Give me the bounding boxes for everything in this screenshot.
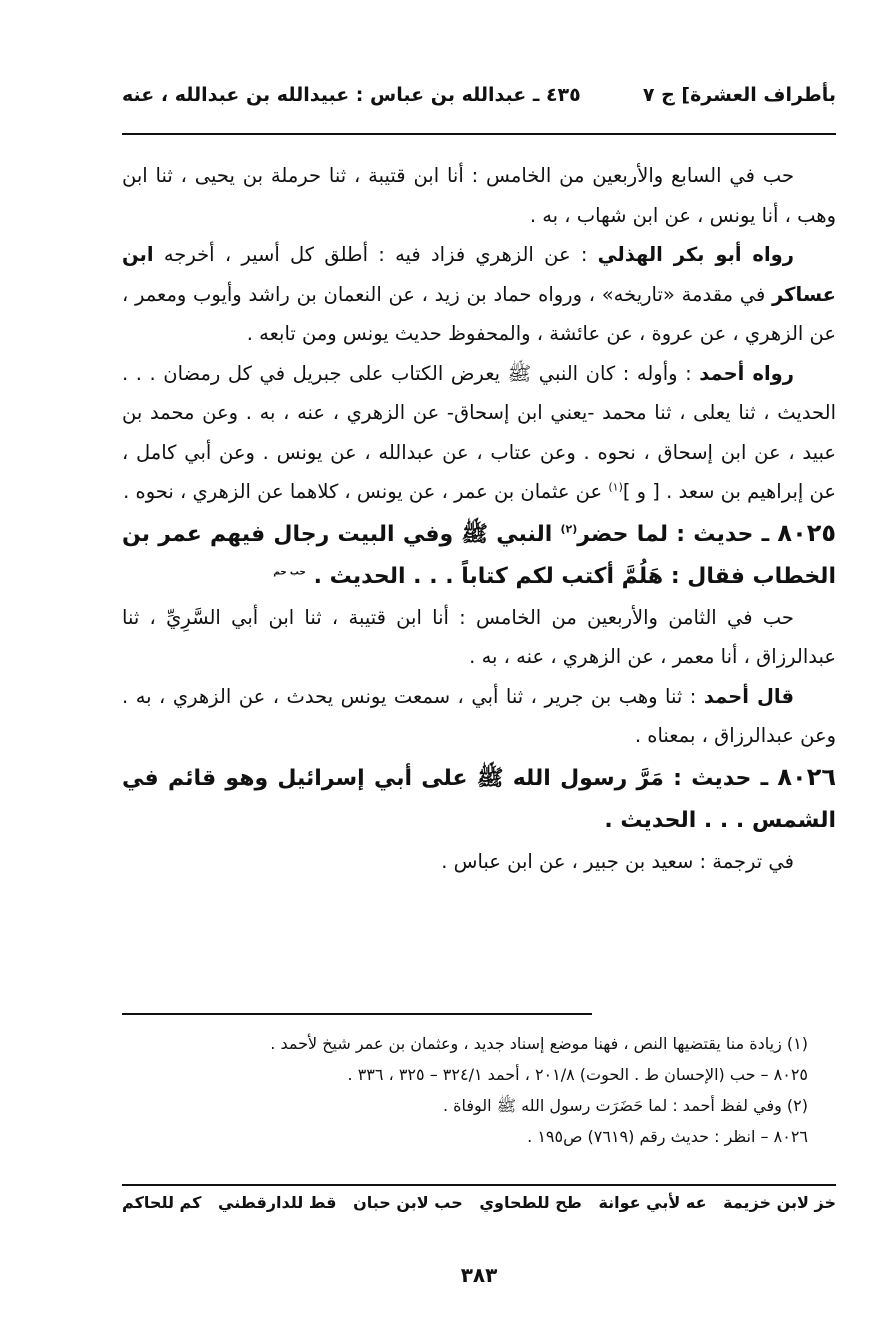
abbreviation: طح للطحاوي — [479, 1193, 582, 1212]
paragraph-text: حب في السابع والأربعين من الخامس : أنا ابن قتيبة ، ثنا حرملة بن يحيى ، ثنا ابن وهب ، أنا يونس ، عن ابن شهاب ، به . — [122, 164, 836, 227]
footer-rule — [122, 1184, 836, 1186]
header-rule — [122, 133, 836, 135]
footnote: ٨٠٢٥ – حب (الإحسان ط . الحوت) ٢٠١/٨ ، أحمد ٣٢٤/١ – ٣٢٥ ، ٣٣٦ . — [347, 1065, 808, 1084]
paragraph-text: : وأوله : كان النبي ﷺ يعرض الكتاب على جبريل في كل رمضان . . . الحديث ، ثنا يعلى ، ثنا محمد -يعني ابن إسحاق- عن الزهري ، عنه ، به . وعن محمد بن عبيد ، عن ابن إسحاق ، نحوه . وعن عتاب ، عن عبدالله ، عن يونس . وعن أبي كامل ، عن إبراهيم بن سعد . [ و ] — [122, 361, 836, 503]
paragraph-text: في ترجمة : سعيد بن جبير ، عن ابن عباس . — [441, 849, 794, 873]
paragraph-text: عن عثمان بن عمر ، عن يونس ، كلاهما عن الزهري ، نحوه . — [123, 480, 609, 503]
hadith-number: ٨٠٢٦ — [777, 762, 836, 791]
abbreviation: كم للحاكم — [122, 1193, 202, 1212]
source-marker: حب حم — [273, 567, 306, 578]
hadith-number: ٨٠٢٥ — [777, 518, 837, 547]
paragraph — [122, 156, 836, 235]
hadith-entry — [122, 756, 836, 842]
paragraph — [122, 598, 836, 677]
footnote: ٨٠٢٦ – انظر : حديث رقم (٧٦١٩) ص١٩٥ . — [527, 1127, 808, 1146]
paragraph — [122, 677, 836, 756]
paragraph-text: : عن الزهري فزاد فيه : أطلق كل أسير ، أخرجه — [153, 243, 598, 266]
paragraph — [122, 354, 836, 512]
paragraph-bold: ابن عساكر — [122, 243, 836, 306]
footnote-ref: (١) — [608, 480, 623, 494]
hadith-text: النبي ﷺ وفي البيت رجال فيهم عمر بن الخطاب فقال : هَلُمَّ أكتب لكم كتاباً . . . الحديث . — [122, 521, 836, 589]
running-header — [122, 78, 836, 112]
paragraph — [122, 235, 836, 354]
paragraph-lead: رواه أبو بكر الهذلي — [597, 243, 794, 266]
hadith-text: ـ حديث : لما حضر — [577, 521, 778, 547]
paragraph-lead: قال أحمد — [703, 684, 794, 708]
footnote: (١) زيادة منا يقتضيها النص ، فهنا موضع إسناد جديد ، وعثمان بن عمر شيخ لأحمد . — [270, 1034, 808, 1053]
header-chapter-title: ٤٣٥ ـ عبدالله بن عباس : عبيدالله بن عبدالله ، عنه — [122, 84, 581, 106]
abbreviation: قط للدارقطني — [218, 1193, 337, 1212]
footnotes — [122, 1028, 836, 1152]
abbreviation: خز لابن خزيمة — [723, 1193, 836, 1212]
main-text — [122, 156, 836, 881]
paragraph-text: : ثنا وهب بن جرير ، ثنا أبي ، سمعت يونس يحدث ، عن الزهري ، به . وعن عبدالرزاق ، بمعناه . — [122, 684, 836, 747]
hadith-text: ـ حديث : مَرَّ رسول الله ﷺ على أبي إسرائيل وهو قائم في الشمس . . . الحديث . — [122, 765, 836, 833]
footnote-rule — [122, 1013, 592, 1015]
header-book-title: بأطراف العشرة] ج ٧ — [642, 84, 836, 106]
paragraph-text: في مقدمة «تاريخه» ، ورواه حماد بن زيد ، عن النعمان بن راشد وأيوب ومعمر ، عن الزهري ، عن عروة ، عن عائشة ، والمحفوظ حديث يونس ومن تابعه . — [122, 282, 836, 345]
abbreviation: عه لأبي عوانة — [598, 1193, 707, 1212]
page-number: ٣٨٣ — [460, 1263, 498, 1287]
abbreviation-key — [122, 1193, 836, 1212]
paragraph — [122, 842, 836, 882]
book-page — [122, 78, 837, 1287]
abbreviation: حب لابن حبان — [353, 1193, 463, 1212]
footnote: (٢) وفي لفظ أحمد : لما حَضَرَت رسول الله ﷺ الوفاة . — [442, 1096, 808, 1115]
hadith-entry — [122, 512, 836, 598]
paragraph-lead: رواه أحمد — [699, 361, 795, 385]
paragraph-text: حب في الثامن والأربعين من الخامس : أنا ابن قتيبة ، ثنا ابن أبي السَّرِيِّ ، ثنا عبدالرزاق ، أنا معمر ، عن الزهري ، عنه ، به . — [122, 605, 836, 668]
footnote-ref: (٢) — [560, 522, 578, 536]
